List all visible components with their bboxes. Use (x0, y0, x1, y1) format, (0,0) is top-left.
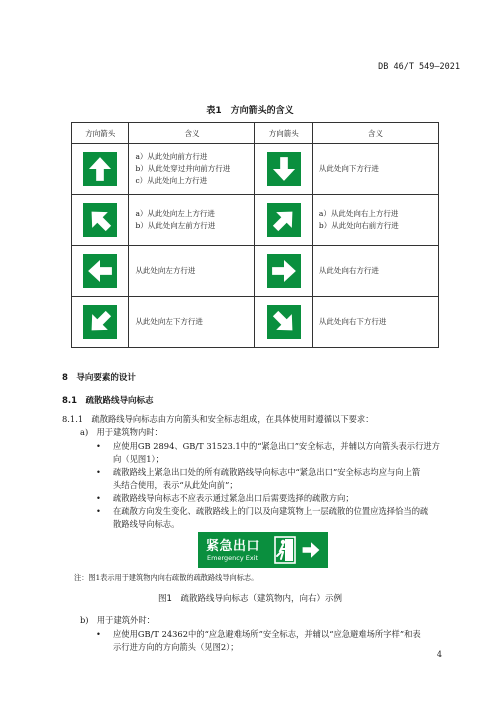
arrow-down-right-icon (267, 305, 301, 339)
list-item: • 疏散路线上紧急出口处的所有疏散路线导向标志中“紧急出口”安全标志均应与向上箭 头结合使用，表示“从此处向前”； (96, 467, 421, 490)
arrow-down-left-icon (83, 305, 117, 339)
arrow-right-icon (267, 254, 301, 288)
table-row (72, 144, 439, 195)
meaning-cell: 从此处向下方行进 (312, 144, 438, 195)
figure-note: 注：图1表示用于建筑物内向右疏散的疏散路线导向标志。 (74, 573, 259, 582)
clause-8-1-1: 8.1.1 疏散路线导向标志由方向箭头和安全标志组成，在具体使用时遵循以下要求： (62, 414, 374, 424)
standard-number: DB 46/T 549—2021 (378, 62, 460, 72)
list-item: • 疏散路线导向标志不应表示通过紧急出口后需要选择的疏散方向； (96, 493, 354, 503)
col-header-meaning: 含义 (312, 123, 438, 144)
section-heading-8: 8 导向要素的设计 (62, 373, 136, 383)
table-header-row (72, 123, 439, 144)
emergency-exit-sign (198, 532, 328, 568)
col-header-arrow: 方向箭头 (72, 123, 129, 144)
meaning-cell: 从此处向左方行进 (129, 246, 255, 297)
list-item: • 在疏散方向发生变化、疏散路线上的门以及向建筑物上一层疏散的位置应选择恰当的疏 散路线导向标志。 (96, 506, 429, 529)
table-row (72, 297, 439, 348)
table-row (72, 246, 439, 297)
arrow-left-icon (83, 254, 117, 288)
arrow-up-left-icon (83, 203, 117, 237)
arrow-up-icon (83, 152, 117, 186)
list-item-a: a) 用于建筑物内时： (80, 427, 163, 437)
meaning-cell: 从此处向右下方行进 (312, 297, 438, 348)
meaning-cell: a）从此处向右上方行进 b）从此处向右前方行进 (312, 195, 438, 246)
list-item: • 应使用GB 2894、GB/T 31523.1中的“紧急出口”安全标志，并辅以方向箭头表示行进方 向（见图1）； (96, 441, 440, 464)
meaning-cell: a）从此处向左上方行进 b）从此处向左前方行进 (129, 195, 255, 246)
table-title: 表1 方向箭头的含义 (206, 106, 294, 116)
meaning-cell: 从此处向右方行进 (312, 246, 438, 297)
arrow-meaning-table (71, 122, 439, 348)
sign-english-text: Emergency Exit (207, 554, 259, 562)
running-person-door-icon (274, 536, 296, 564)
arrow-down-icon (267, 152, 301, 186)
list-item: • 应使用GB/T 24362中的“应急避难场所”安全标志，并辅以“应急避难场所字样”和表 示行进方向的方向箭头（见图2）； (96, 629, 421, 652)
arrow-right-icon (298, 538, 324, 562)
col-header-meaning: 含义 (129, 123, 255, 144)
meaning-cell: 从此处向左下方行进 (129, 297, 255, 348)
meaning-cell: a）从此处向前方行进 b）从此处穿过并向前方行进 c）从此处向上方行进 (129, 144, 255, 195)
page-number: 4 (436, 650, 442, 659)
sign-chinese-text: 紧急出口 (206, 539, 261, 554)
section-heading-8-1: 8.1 疏散路线导向标志 (62, 396, 154, 406)
arrow-up-right-icon (267, 203, 301, 237)
col-header-arrow: 方向箭头 (255, 123, 312, 144)
table-row (72, 195, 439, 246)
list-item-b: b) 用于建筑外时： (80, 615, 155, 625)
figure-title: 图1 疏散路线导向标志（建筑物内，向右）示例 (158, 594, 342, 604)
